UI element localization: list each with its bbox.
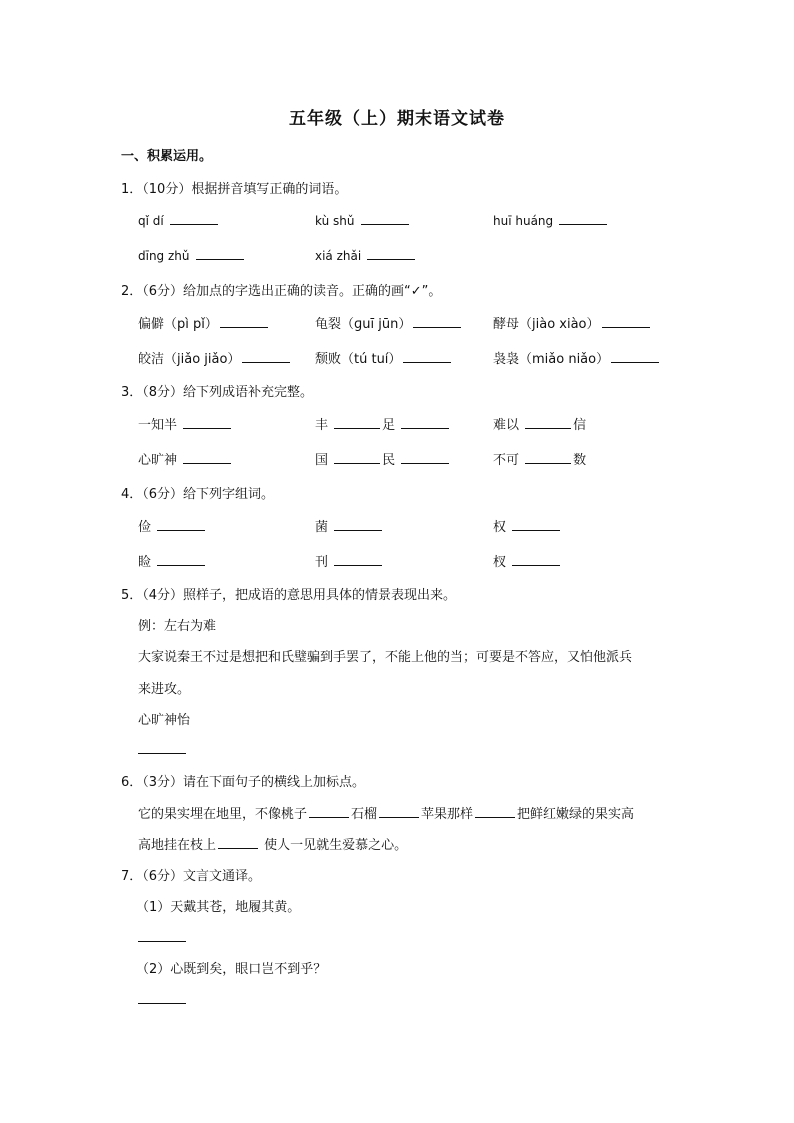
question-6-stem: 6．（3分）请在下面句子的横线上加标点。 (121, 775, 366, 790)
idiom-part: 足 (382, 418, 396, 433)
idiom-part: 不可 (493, 453, 520, 468)
question-3-stem: 3．（8分）给下列成语补充完整。 (121, 385, 314, 400)
answer-blank[interactable] (403, 349, 451, 363)
q5-example-text: 来进攻。 (138, 682, 191, 697)
sentence-part: 苹果那样 (421, 807, 474, 822)
q7-sub-1: （1）天戴其苍，地履其黄。 (136, 900, 301, 915)
answer-blank[interactable] (334, 415, 380, 429)
idiom-part: 一知半 (138, 418, 178, 433)
q2-row-2 (138, 348, 698, 368)
pinyin-item: xiá zhǎi (315, 249, 362, 263)
answer-blank[interactable] (220, 314, 268, 328)
character-item: 权 (493, 520, 507, 535)
reading-item: 颓败（tú tuí） (315, 352, 402, 367)
sentence-part: 使人一见就生爱慕之心。 (264, 838, 408, 853)
q1-row-2 (138, 246, 698, 266)
idiom-part: 心旷神 (138, 453, 178, 468)
answer-blank[interactable] (334, 517, 382, 531)
answer-blank[interactable] (334, 552, 382, 566)
answer-line[interactable] (138, 1002, 186, 1004)
answer-blank[interactable] (157, 517, 205, 531)
idiom-part: 丰 (315, 418, 329, 433)
answer-blank[interactable] (512, 517, 560, 531)
answer-blank[interactable] (367, 246, 415, 260)
answer-blank[interactable] (170, 211, 218, 225)
answer-blank[interactable] (183, 415, 231, 429)
answer-blank[interactable] (401, 450, 449, 464)
answer-blank[interactable] (334, 450, 380, 464)
punctuation-blank[interactable] (475, 804, 515, 818)
answer-blank[interactable] (559, 211, 607, 225)
q2-row-1 (138, 313, 698, 333)
answer-line[interactable] (138, 752, 186, 754)
sentence-part: 把鲜红嫩绿的果实高 (517, 807, 635, 822)
q4-row-2 (138, 551, 698, 571)
question-7-stem: 7．（6分）文言文通译。 (121, 869, 262, 884)
reading-item: 龟裂（ɡuī jūn） (315, 317, 412, 332)
q5-task: 心旷神怡 (138, 713, 191, 728)
question-2-stem: 2．（6分）给加点的字选出正确的读音。正确的画“✓”。 (121, 284, 442, 299)
answer-blank[interactable] (157, 552, 205, 566)
idiom-part: 民 (382, 453, 396, 468)
q4-row-1 (138, 516, 698, 536)
reading-item: 酵母（jiào xiào） (493, 317, 600, 332)
section-heading: 一、积累运用。 (121, 149, 213, 164)
question-4-stem: 4．（6分）给下列字组词。 (121, 487, 275, 502)
character-item: 杈 (493, 555, 507, 570)
answer-blank[interactable] (413, 314, 461, 328)
q7-sub-2: （2）心既到矣，眼口岂不到乎？ (136, 962, 327, 977)
question-1-stem: 1．（10分）根据拼音填写正确的词语。 (121, 182, 348, 197)
page-title: 五年级（上）期末语文试卷 (289, 109, 505, 129)
q5-example: 例：左右为难 (138, 619, 217, 634)
idiom-part: 数 (573, 453, 587, 468)
character-item: 菌 (315, 520, 329, 535)
q6-sentence-line-2 (138, 834, 407, 853)
q3-row-1 (138, 414, 698, 434)
idiom-part: 国 (315, 453, 329, 468)
punctuation-blank[interactable] (309, 804, 349, 818)
sentence-part: 石榴 (351, 807, 378, 822)
answer-blank[interactable] (361, 211, 409, 225)
answer-blank[interactable] (242, 349, 290, 363)
pinyin-item: kù shǔ (315, 214, 355, 228)
pinyin-item: dīng zhǔ (138, 249, 190, 263)
answer-blank[interactable] (183, 450, 231, 464)
q1-row-1 (138, 211, 698, 231)
answer-blank[interactable] (611, 349, 659, 363)
pinyin-item: qǐ dí (138, 214, 164, 228)
idiom-part: 难以 (493, 418, 520, 433)
punctuation-blank[interactable] (379, 804, 419, 818)
answer-blank[interactable] (512, 552, 560, 566)
reading-item: 偏僻（pì pǐ） (138, 317, 218, 332)
q5-example-text: 大家说秦王不过是想把和氏璧骗到手罢了，不能上他的当；可要是不答应，又怕他派兵 (138, 650, 633, 665)
answer-blank[interactable] (196, 246, 244, 260)
pinyin-item: huī huáng (493, 214, 554, 228)
answer-blank[interactable] (602, 314, 650, 328)
q6-sentence-line-1 (138, 803, 634, 822)
q3-row-2 (138, 449, 698, 469)
answer-blank[interactable] (525, 415, 571, 429)
reading-item: 皎洁（jiǎo jiǎo） (138, 352, 241, 367)
answer-blank[interactable] (401, 415, 449, 429)
reading-item: 袅袅（miǎo niǎo） (493, 352, 610, 367)
character-item: 刊 (315, 555, 329, 570)
character-item: 睑 (138, 555, 152, 570)
answer-blank[interactable] (525, 450, 571, 464)
answer-line[interactable] (138, 940, 186, 942)
sentence-part: 它的果实埋在地里，不像桃子 (138, 807, 308, 822)
sentence-part: 高地挂在枝上 (138, 838, 217, 853)
punctuation-blank[interactable] (218, 835, 258, 849)
idiom-part: 信 (573, 418, 587, 433)
character-item: 俭 (138, 520, 152, 535)
question-5-stem: 5．（4分）照样子，把成语的意思用具体的情景表现出来。 (121, 588, 457, 603)
